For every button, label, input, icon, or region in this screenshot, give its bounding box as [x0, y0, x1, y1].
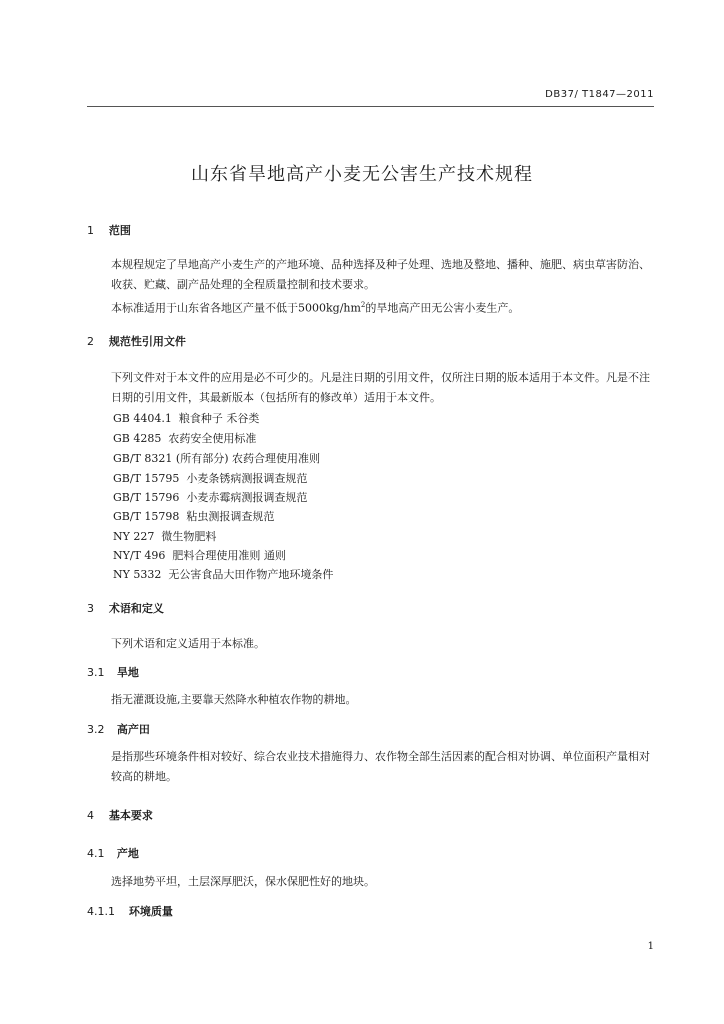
references-intro-text: 下列文件对于本文件的应用是必不可少的。凡是注日期的引用文件，仅所注日期的版本适用于本文件。凡是不注日期的引用文件，其最新版本（包括所有的修改单）适用于本文件。	[111, 371, 650, 404]
section-title: 规范性引用文件	[108, 335, 186, 348]
section-number: 3	[87, 602, 94, 615]
section-4-1-heading	[87, 845, 139, 861]
definition-high-yield	[87, 747, 654, 787]
reference-item: GB/T 15796 小麦赤霉病测报调查规范	[113, 491, 308, 504]
site-requirement	[87, 872, 654, 892]
section-title: 范围	[108, 224, 131, 237]
reference-item: NY 5332 无公害食品大田作物产地环境条件	[113, 568, 334, 581]
references-intro	[87, 368, 654, 408]
section-number: 3.1	[87, 666, 105, 679]
section-number: 2	[87, 335, 94, 348]
section-number: 4.1.1	[87, 905, 115, 918]
section-2-heading	[87, 333, 186, 349]
scope-applicability	[87, 295, 654, 319]
reference-item: GB/T 8321 (所有部分) 农药合理使用准则	[113, 452, 320, 465]
header-divider	[87, 106, 654, 107]
section-1-heading	[87, 222, 131, 238]
terms-intro-text: 下列术语和定义适用于本标准。	[111, 637, 265, 650]
section-title: 基本要求	[108, 809, 153, 822]
reference-item: NY/T 496 肥料合理使用准则 通则	[113, 549, 286, 562]
section-title: 环境质量	[128, 905, 173, 918]
section-4-1-1-heading	[87, 903, 173, 919]
section-number: 4	[87, 809, 94, 822]
reference-item: GB 4404.1 粮食种子 禾谷类	[113, 412, 260, 425]
section-title: 产地	[116, 847, 139, 860]
reference-item: GB 4285 农药安全使用标准	[113, 432, 257, 445]
applicability-text-end: 的旱地高产田无公害小麦生产。	[365, 301, 520, 315]
definition-text: 指无灌溉设施,主要靠天然降水种植农作物的耕地。	[111, 693, 357, 706]
section-number: 3.2	[87, 723, 105, 736]
section-title: 术语和定义	[108, 602, 164, 615]
section-title: 高产田	[116, 723, 150, 736]
section-number: 4.1	[87, 847, 105, 860]
reference-item: GB/T 15798 粘虫测报调查规范	[113, 510, 275, 523]
document-title: 山东省旱地高产小麦无公害生产技术规程	[191, 164, 533, 185]
applicability-text: 本标准适用于山东省各地区产量不低于5000kg/hm	[111, 301, 361, 315]
scope-paragraph	[87, 255, 654, 319]
definition-dryland	[87, 690, 654, 710]
section-number: 1	[87, 224, 94, 237]
definition-text: 是指那些环境条件相对较好、综合农业技术措施得力、农作物全部生活因素的配合相对协调、单位面积产量相对较高的耕地。	[111, 750, 650, 783]
page-number: 1	[647, 941, 654, 952]
reference-item: GB/T 15795 小麦条锈病测报调查规范	[113, 472, 308, 485]
scope-text: 本规程规定了旱地高产小麦生产的产地环境、品种选择及种子处理、选地及整地、播种、施肥、病虫草害防治、收获、贮藏、副产品处理的全程质量控制和技术要求。	[111, 258, 650, 291]
section-3-2-heading	[87, 721, 150, 737]
site-requirement-text: 选择地势平坦，土层深厚肥沃，保水保肥性好的地块。	[111, 875, 375, 888]
standard-code: DB37/ T1847—2011	[545, 89, 654, 100]
section-3-1-heading	[87, 664, 139, 680]
unit-superscript: 2	[360, 301, 366, 309]
terms-intro	[87, 634, 654, 654]
reference-item: NY 227 微生物肥料	[113, 530, 217, 543]
section-3-heading	[87, 600, 164, 616]
section-title: 旱地	[116, 666, 139, 679]
section-4-heading	[87, 807, 153, 823]
